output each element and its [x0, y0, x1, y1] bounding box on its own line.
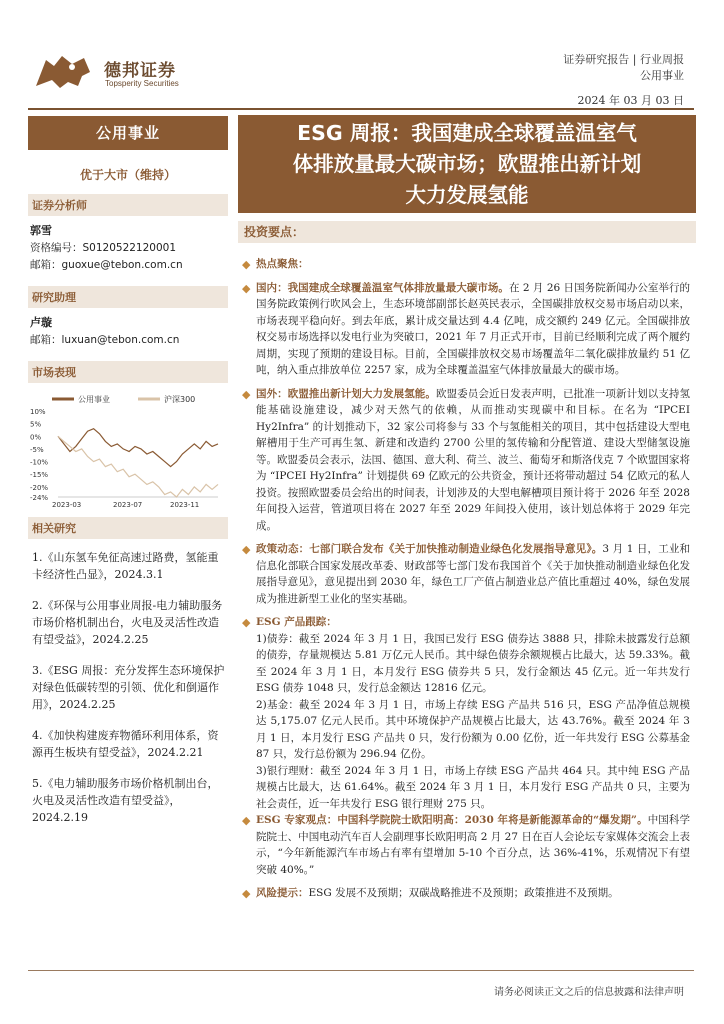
- bullet-icon: ◆: [242, 887, 251, 900]
- cert-value: S0120522120001: [82, 242, 177, 254]
- bullet-icon: ◆: [242, 281, 251, 295]
- point-key: 国外：欧盟推出新计划大力发展氢能。: [256, 387, 436, 400]
- report-body: [240, 256, 690, 909]
- bullet-icon: ◆: [242, 387, 251, 401]
- point-key: 国内：我国建成全球覆盖温室气体排放量最大碳市场。: [256, 281, 509, 294]
- y-tick-label: -24%: [30, 494, 49, 502]
- tiger-logo-icon: [32, 52, 96, 90]
- esg-product-funds: 2)基金：截至 2024 年 3 月 1 日，市场上存续 ESG 产品共 516 只，ESG 产品净值总规模达 5,175.07 亿元人民币。其中环境保护产品规模占比最大，达 43.76%。截至 2024 年 3 月 1 日，本月发行 ESG 产品共 0 只，发行份额为 0.00 亿份，近一年共发行 ESG 公募基金 87 只，发行总份额为 296.94 亿份。: [256, 698, 690, 760]
- point-key: ESG 专家观点：中国科学院院士欧阳明高：2030 年将是新能源革命的“爆发期”。: [256, 814, 648, 826]
- bullet-icon: ◆: [242, 814, 251, 827]
- series-line: [58, 436, 218, 497]
- assistant-name: 卢璇: [30, 316, 52, 329]
- report-date: 2024 年 03 月 03 日: [577, 94, 684, 107]
- point-risk: [240, 885, 690, 902]
- title-line: 体排放量最大碳市场；欧盟推出新计划: [292, 152, 642, 176]
- point-key: 风险提示：: [256, 887, 309, 899]
- point-text: 3 月 1 日，工业和信息化部联合国家发展改革委、财政部等七部门发布我国首个《关于加快推动制造业绿色化发展指导意见》，意见提出到 2030 年，绿色工厂产值占制造业总产值比重超过 40%，绿色发展成为推进新型工业化的坚实基础。: [256, 543, 691, 605]
- report-title: [238, 115, 696, 213]
- assistant-email: [30, 332, 228, 347]
- esg-product-wealth: 3)银行理财：截至 2024 年 3 月 1 日，市场上存续 ESG 产品共 464 只。其中纯 ESG 产品规模占比最大，达 61.64%。截至 2024 年 3 月 1 日，本月发行 ESG 产品共 0 只，主要为社会责任，近一年共发行 ESG 银行理财 275 只。: [256, 764, 690, 810]
- point-overseas: [240, 386, 690, 535]
- esg-product-bonds: 1)债券：截至 2024 年 3 月 1 日，我国已发行 ESG 债券达 3888 只，排除未披露发行总额的债券，存量规模达 5.81 万亿元人民币。其中绿色债券余额规模占比最大，达 59.33%。截至 2024 年 3 月 1 日，本月发行 ESG 债券共 5 只，发行金额达 45 亿元。近一年共发行 ESG 债券 1048 只，发行总金额达 12816 亿元。: [256, 632, 690, 694]
- related-item[interactable]: 4.《加快构建废弃物循环利用体系，资源再生板块有望受益》，2024.2.21: [32, 729, 219, 759]
- point-text: 在 2 月 26 日国务院新闻办公室举行的国务院政策例行吹风会上，生态环境部副部长赵英民表示，全国碳排放权交易市场启动以来，市场表现平稳向好。到去年底，累计成交量达到 4.4 亿吨，成交额约 249 亿元。全国碳排放权交易市场选择以发电行业为突破口，2021 年 7 月正式开市，目前已经顺利完成了两个履约周期，实现了预期的建设目标。目前，全国碳排放权交易市场覆盖年二氧化碳排放量约 51 亿吨，纳入重点排放单位 2257 家，成为全球覆盖温室气体排放量最大的碳市场。: [256, 281, 690, 376]
- point-domestic: [240, 280, 690, 379]
- point-expert: [240, 812, 690, 878]
- report-sector: 公用事业: [640, 69, 684, 82]
- investment-heading: 投资要点：: [238, 221, 696, 243]
- y-tick-label: -5%: [30, 445, 44, 454]
- email-value[interactable]: luxuan@tebon.com.cn: [61, 334, 180, 346]
- analyst-email: [30, 257, 228, 272]
- assistant-heading: 研究助理: [28, 286, 228, 308]
- rating: 优于大市（维持）: [79, 168, 176, 182]
- legend-label: 公用事业: [78, 395, 110, 404]
- y-tick-label: 10%: [30, 408, 46, 416]
- related-heading: 相关研究: [28, 517, 228, 539]
- market-heading: 市场表现: [28, 361, 228, 383]
- x-tick-label: 2023-03: [52, 501, 82, 509]
- esg-product-list: [240, 631, 690, 813]
- related-item[interactable]: 1.《山东氢车免征高速过路费，氢能重卡经济性凸显》，2024.3.1: [32, 551, 219, 581]
- analyst-heading: 证券分析师: [28, 194, 228, 216]
- report-meta: [563, 52, 684, 84]
- legend-label: 沪深300: [164, 395, 196, 404]
- related-item[interactable]: 5.《电力辅助服务市场价格机制出台，火电及灵活性改造有望受益》，2024.2.19: [32, 777, 219, 824]
- email-label: 邮箱：: [30, 259, 62, 271]
- bullet-icon: ◆: [242, 543, 251, 556]
- x-tick-label: 2023-07: [113, 501, 143, 509]
- report-type: 证券研究报告 | 行业周报: [563, 53, 684, 66]
- point-key: 政策动态：七部门联合发布《关于加快推动制造业绿色化发展指导意见》。: [256, 543, 603, 555]
- footer-disclaimer: 请务必阅读正文之后的信息披露和法律声明: [494, 987, 684, 998]
- email-value[interactable]: guoxue@tebon.com.cn: [61, 259, 183, 271]
- point-key: ESG 产品跟踪：: [256, 616, 337, 628]
- hot-heading-item: [240, 256, 690, 273]
- related-item[interactable]: 3.《ESG 周报：充分发挥生态环境保护对绿色低碳转型的引领、优化和倒逼作用》，2024.2.25: [32, 664, 225, 711]
- brand-name-cn: 德邦证券: [104, 61, 176, 81]
- related-list: [28, 549, 228, 826]
- series-line: [58, 429, 218, 467]
- related-item[interactable]: 2.《环保与公用事业周报-电力辅助服务市场价格机制出台，火电及灵活性改造有望受益》，2024.2.25: [32, 599, 223, 646]
- y-tick-label: -20%: [30, 483, 49, 492]
- brand-name-en: Topsperity Securities: [105, 79, 179, 88]
- cert-label: 资格编号：: [30, 242, 83, 254]
- analyst-cert: [30, 240, 228, 255]
- hot-heading: 热点聚焦：: [256, 258, 309, 270]
- point-text: 欧盟委员会近日发表声明，已批准一项新计划以支持氢能基础设施建设，减少对天然气的依赖，从而推动实现碳中和目标。在名为 “IPCEI Hy2Infra” 的计划推动下，32 家公司将参与 33 个与氢能相关的项目，其中包括建设大型电解槽用于生产可再生氢、新建和改造约 2700 公里的氢传输和分配管道、建设大型储氢设施等。欧盟委员会表示，法国、德国、意大利、荷兰、波兰、葡萄牙和斯洛伐克 7 个欧盟国家将为 “IPCEI Hy2Infra” 计划提供 69 亿欧元的公共资金，预计还将带动超过 54 亿欧元的私人投资。按照欧盟委员会给出的时间表，计划涉及的大型电解槽项目预计将于 2026 年至 2028 年间投入运营，管道项目将在 2027 年至 2029 年间投入使用，该计划总体将于 2029 年完成。: [256, 387, 691, 532]
- y-tick-label: -15%: [30, 471, 49, 480]
- analyst-name: 郭雪: [30, 224, 52, 237]
- header-divider: [28, 108, 694, 110]
- sidebar: [28, 116, 228, 826]
- y-tick-label: 0%: [30, 433, 42, 442]
- bullet-icon: ◆: [242, 258, 251, 271]
- title-line: 大力发展氢能: [405, 183, 529, 207]
- y-tick-label: -10%: [30, 458, 49, 467]
- market-chart-svg: [28, 389, 228, 509]
- x-tick-label: 2023-11: [170, 501, 200, 509]
- y-tick-label: 5%: [30, 420, 42, 429]
- point-esg-products: [240, 614, 690, 631]
- email-label: 邮箱：: [30, 334, 62, 346]
- point-text: 中国科学院院士、中国电动汽车百人会副理事长欧阳明高 2 月 27 日在百人会论坛专家媒体交流会上表示，“今年新能源汽车市场占有率有望增加 5-10 个百分点，达 36%-41%，乐观情况下有望突破 40%。”: [256, 814, 690, 876]
- brand-logo: [30, 50, 210, 92]
- point-policy: [240, 541, 690, 607]
- point-text: ESG 发展不及预期；双碳战略推进不及预期；政策推进不及预期。: [308, 887, 619, 899]
- footer-divider: [28, 970, 694, 971]
- title-line: ESG 周报：我国建成全球覆盖温室气: [297, 121, 637, 145]
- sector-label: 公用事业: [28, 116, 228, 150]
- market-chart: [28, 389, 228, 509]
- bullet-icon: ◆: [242, 616, 251, 629]
